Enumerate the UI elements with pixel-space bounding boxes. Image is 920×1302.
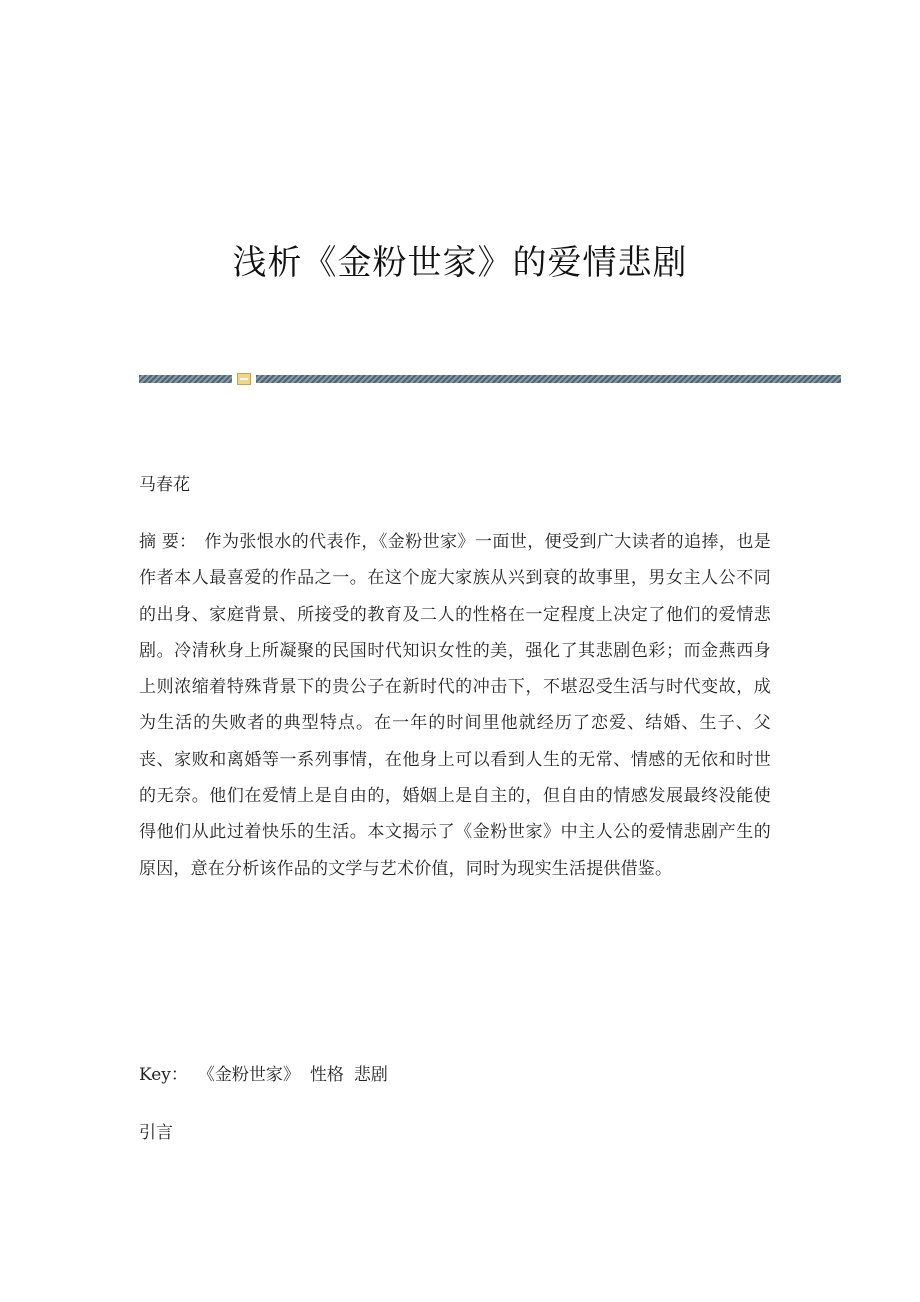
divider-segment-left xyxy=(139,375,232,383)
divider-ornament-icon xyxy=(237,373,251,385)
keywords-line xyxy=(139,1060,771,1091)
keyword-item: 悲剧 xyxy=(353,1065,388,1085)
abstract-paragraph xyxy=(139,524,771,887)
document-title: 浅析《金粉世家》的爱情悲剧 xyxy=(232,242,688,283)
keywords-label: Key： xyxy=(139,1065,188,1085)
keyword-item: 《金粉世家》 xyxy=(197,1065,300,1085)
author-name: 马春花 xyxy=(139,475,190,495)
abstract-label: 摘 要： xyxy=(139,532,197,552)
abstract-text: 作为张恨水的代表作，《金粉世家》一面世，便受到广大读者的追捧，也是作者本人最喜爱的作品之一。在这个庞大家族从兴到衰的故事里，男女主人公不同的出身、家庭背景、所接受的教育及二人的性格在一定程度上决定了他们的爱情悲剧。冷清秋身上所凝聚的民国时代知识女性的美，强化了其悲剧色彩；而金燕西身上则浓缩着特殊背景下的贵公子在新时代的冲击下，不堪忍受生活与时代变故，成为生活的失败者的典型特点。在一年的时间里他就经历了恋爱、结婚、生子、父丧、家败和离婚等一系列事情，在他身上可以看到人生的无常、情感的无依和时世的无奈。他们在爱情上是自由的，婚姻上是自主的，但自由的情感发展最终没能使得他们从此过着快乐的生活。本文揭示了《金粉世家》中主人公的爱情悲剧产生的原因，意在分析该作品的文学与艺术价值，同时为现实生活提供借鉴。 xyxy=(139,532,771,879)
keyword-item: 性格 xyxy=(309,1065,344,1085)
title-divider xyxy=(139,375,841,384)
section-heading-introduction: 引言 xyxy=(139,1123,173,1143)
divider-segment-right xyxy=(256,375,841,383)
